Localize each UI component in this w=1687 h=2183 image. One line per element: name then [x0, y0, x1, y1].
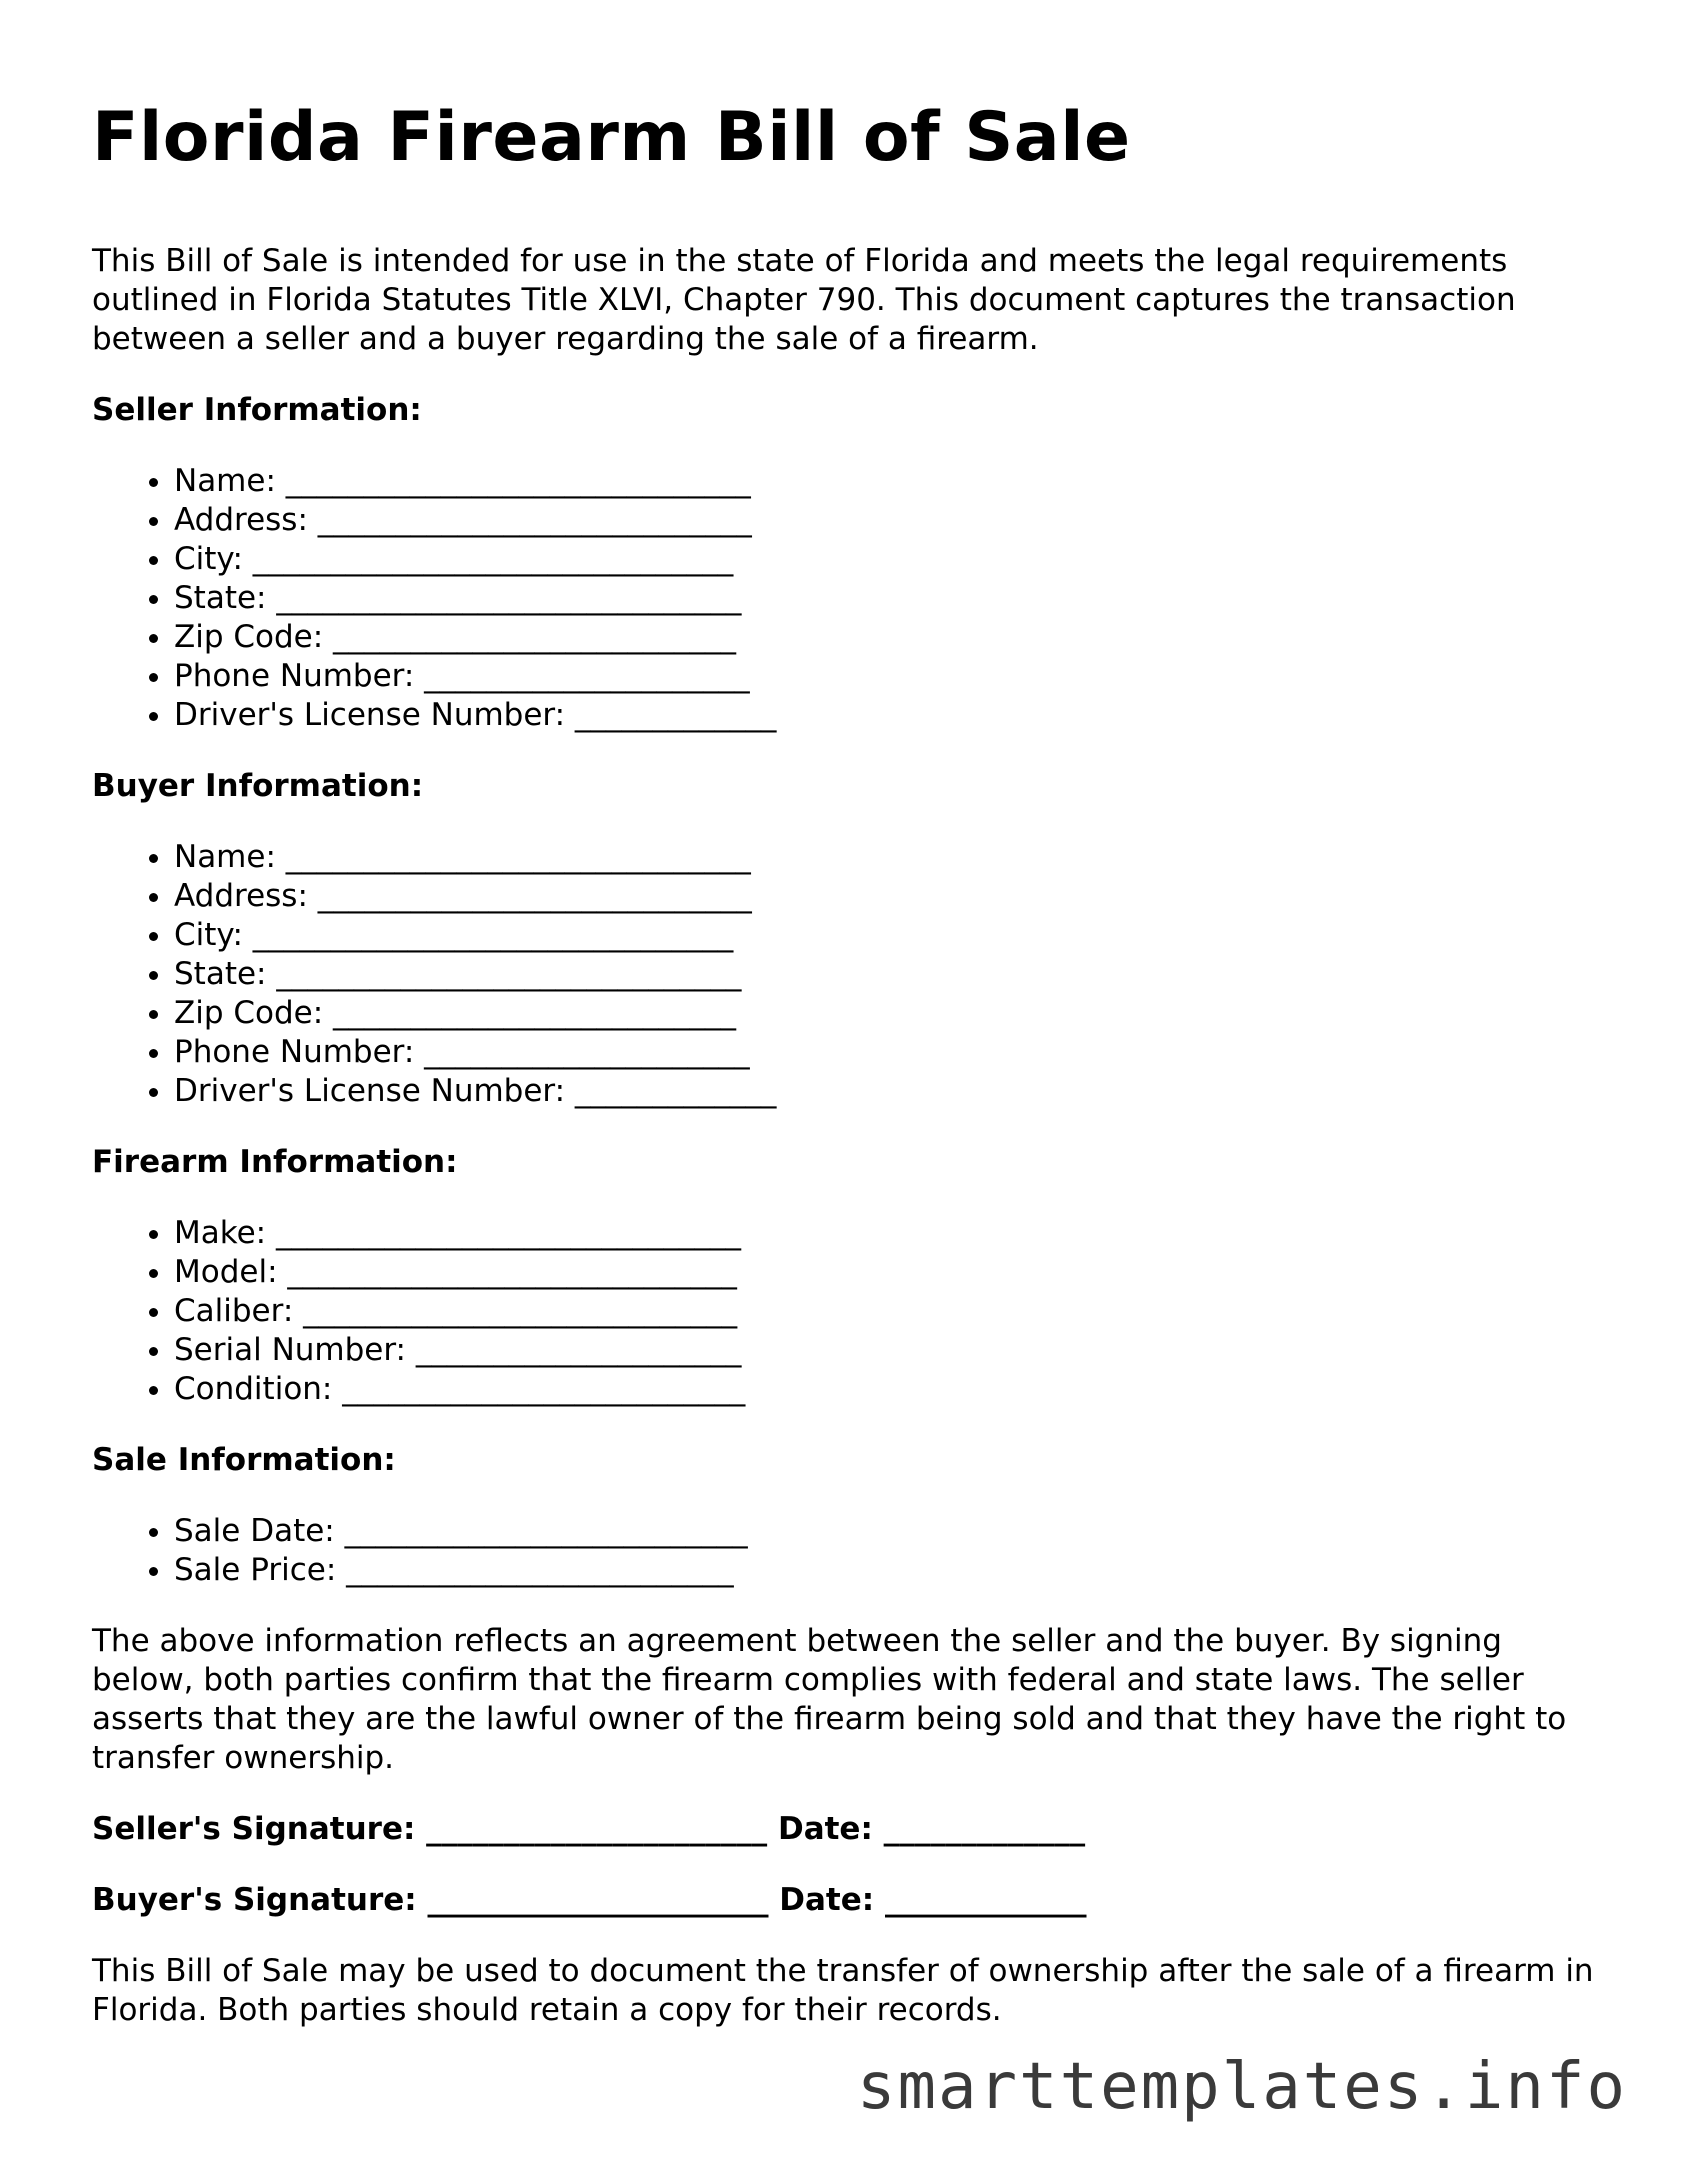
firearm-make-field[interactable]: • Make: ______________________________	[174, 1214, 1612, 1253]
seller-signature-line[interactable]: Seller's Signature: ______________________ Date: _____________	[92, 1811, 1086, 1847]
sale-info-heading: Sale Information:	[92, 1442, 396, 1478]
closing-paragraph: This Bill of Sale may be used to document the transfer of ownership after the sale of a firearm in Florida. Both parties should retain a copy for their records.	[92, 1953, 1594, 2028]
watermark-text: smarttemplates.info	[856, 2050, 1627, 2124]
seller-license-field[interactable]: • Driver's License Number: _____________	[174, 696, 1612, 735]
sale-info-list	[92, 1512, 1612, 1590]
document-page	[92, 95, 1612, 2030]
buyer-info-heading: Buyer Information:	[92, 768, 424, 804]
firearm-condition-field[interactable]: • Condition: __________________________	[174, 1370, 1612, 1409]
firearm-serial-field[interactable]: • Serial Number: _____________________	[174, 1331, 1612, 1370]
seller-phone-field[interactable]: • Phone Number: _____________________	[174, 657, 1612, 696]
seller-name-field[interactable]: • Name: ______________________________	[174, 462, 1612, 501]
buyer-signature-line[interactable]: Buyer's Signature: ______________________ Date: _____________	[92, 1882, 1087, 1918]
seller-info-list	[92, 462, 1612, 735]
seller-address-field[interactable]: • Address: ____________________________	[174, 501, 1612, 540]
firearm-info-list	[92, 1214, 1612, 1409]
intro-paragraph: This Bill of Sale is intended for use in the state of Florida and meets the legal requirements outlined in Florida Statutes Title XLVI, Chapter 790. This document captures the transaction between a seller and a buyer regarding the sale of a firearm.	[92, 243, 1516, 357]
buyer-license-field[interactable]: • Driver's License Number: _____________	[174, 1072, 1612, 1111]
sale-price-field[interactable]: • Sale Price: _________________________	[174, 1551, 1612, 1590]
buyer-phone-field[interactable]: • Phone Number: _____________________	[174, 1033, 1612, 1072]
seller-info-heading: Seller Information:	[92, 392, 422, 428]
seller-city-field[interactable]: • City: _______________________________	[174, 540, 1612, 579]
seller-state-field[interactable]: • State: ______________________________	[174, 579, 1612, 618]
buyer-address-field[interactable]: • Address: ____________________________	[174, 877, 1612, 916]
firearm-info-heading: Firearm Information:	[92, 1144, 458, 1180]
document-title: Florida Firearm Bill of Sale	[92, 98, 1131, 177]
firearm-caliber-field[interactable]: • Caliber: ____________________________	[174, 1292, 1612, 1331]
sale-date-field[interactable]: • Sale Date: __________________________	[174, 1512, 1612, 1551]
buyer-zip-field[interactable]: • Zip Code: __________________________	[174, 994, 1612, 1033]
buyer-state-field[interactable]: • State: ______________________________	[174, 955, 1612, 994]
agreement-paragraph: The above information reflects an agreement between the seller and the buyer. By signing below, both parties confirm that the firearm complies with federal and state laws. The seller asserts that they are the lawful owner of the firearm being sold and that they have the right to transfer ownership.	[92, 1623, 1567, 1776]
buyer-info-list	[92, 838, 1612, 1111]
seller-zip-field[interactable]: • Zip Code: __________________________	[174, 618, 1612, 657]
firearm-model-field[interactable]: • Model: _____________________________	[174, 1253, 1612, 1292]
buyer-city-field[interactable]: • City: _______________________________	[174, 916, 1612, 955]
buyer-name-field[interactable]: • Name: ______________________________	[174, 838, 1612, 877]
